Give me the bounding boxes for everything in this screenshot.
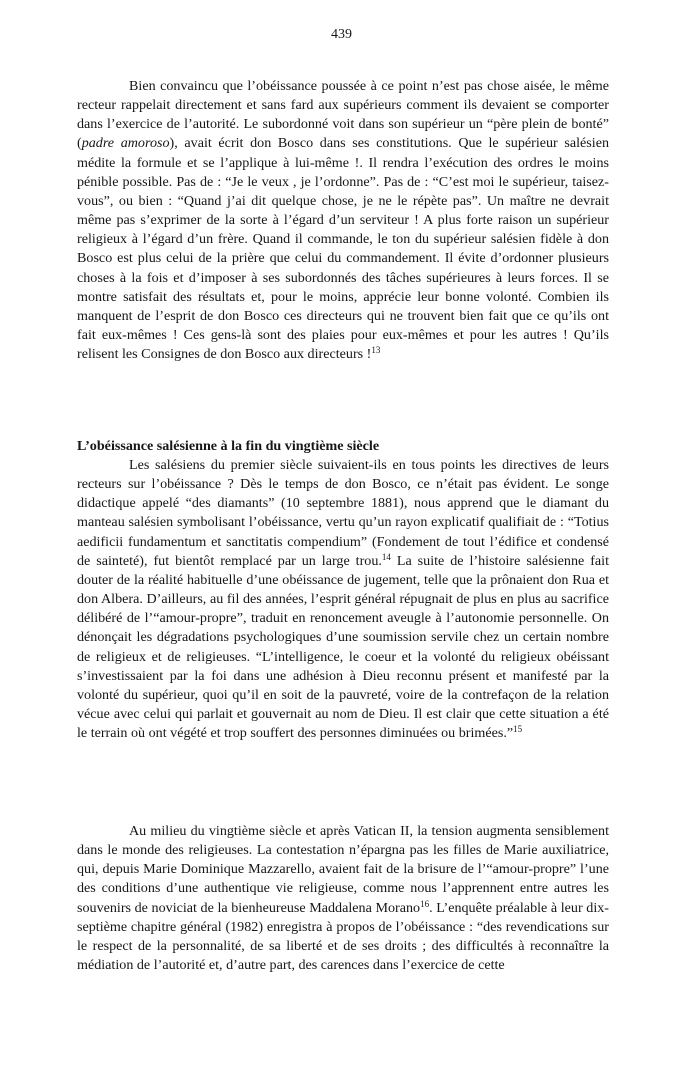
footnote-ref-16: 16: [420, 898, 430, 909]
paragraph-1-text-b: ), avait écrit don Bosco dans ses constitutions. Que le supérieur salésien médite la formule et se l’applique à lui-même !. Il rendra l’exécution des ordres le moins pénible possible. Pas de : “Je le veux , je l’ordonne”. Pas de : “C’est moi le supérieur, taisez-vous”, ou bien : “Quand j’ai dit quelque chose, je ne le répète pas”. Un maître ne devrait même pas s’exprimer de la sorte à l’égard d’un serviteur ! A plus forte raison un supérieur religieux à l’égard d’un frère. Quand il commande, le ton du supérieur salésien fidèle à don Bosco est plus celui de la prière que celui du commandement. Il évite d’ordonner plusieurs choses à la fois et d’imposer à ses subordonnés des tâches supérieures à leurs forces. Il se montre satisfait des résultats et, pour le moins, apprécie leur bonne volonté. Combien ils manquent de l’esprit de don Bosco ces directeurs qui ne trouvent bien fait que ce qu’ils ont fait eux-mêmes ! Ces gens-là sont des plaies pour eux-mêmes et pour les autres ! Qu’ils relisent les Consignes de don Bosco aux directeurs !: [77, 135, 609, 363]
paragraph-3-text-b: . L’enquête préalable à leur dix-septième chapitre général (1982) enregistra à propos de l’obéissance : “des revendications sur le respect de la personnalité, de sa liberté et de ses droits ; des difficultés à reconnaître la médiation de l’autorité et, d’autre part, des carences dans l’exercice de cette: [77, 899, 609, 974]
paragraph-2-text-a: Les salésiens du premier siècle suivaient-ils en tous points les directives de leurs recteurs sur l’obéissance ? Dès le temps de don Bosco, ce n’était pas évident. Le songe didactique appelé “des diamants” (10 septembre 1881), nous apprend que le diamant du manteau salésien symbolisant l’obéissance, vertu qu’un rayon explicatif qualifiait de : “Totius aedificii fundamentum et sanctitatis compendium” (Fondement de tout l’édifice et condensé de sainteté), fut bientôt remplacé par un large trou.: [77, 457, 609, 569]
page-number: 439: [331, 27, 352, 42]
paragraph-1-italic: padre amoroso: [81, 135, 170, 152]
footnote-ref-13: 13: [371, 345, 381, 356]
footnote-ref-15: 15: [513, 724, 523, 735]
paragraph-1-text-a: Bien convaincu que l’obéissance poussée à ce point n’est pas chose aisée, le même recteur rappelait directement et sans fard aux supérieurs comment ils devaient se comporter dans l’exercice de l’autorité. Le subordonné voit dans son supérieur un “père plein de bonté” (: [77, 78, 609, 152]
paragraph-2: [77, 456, 609, 743]
paragraph-1: [77, 77, 609, 364]
footnote-ref-14: 14: [381, 551, 391, 562]
paragraph-2-text-b: La suite de l’histoire salésienne fait douter de la réalité habituelle d’une obéissance de jugement, telle que la prônaient don Rua et don Albera. D’ailleurs, au fil des années, l’esprit général répugnait de plus en plus au sacrifice délibéré de l’“amour-propre”, traduit en renoncement aveugle à l’autonomie personnelle. On dénonçait les dégradations psychologiques d’une soumission servile chez un certain nombre de religieux et de religieuses. “L’intelligence, le coeur et la volonté du religieux obéissant s’investissaient par la foi dans une adhésion à Dieu reconnu présent et manifesté par la volonté du supérieur, quoi qu’il en soit de la pauvreté, voire de la contrefaçon de la relation vécue avec celui qui parlait et gouvernait au nom de Dieu. Il est clair que cette situation a été le terrain où ont végété et trop souffert des personnes diminuées ou brimées.”: [77, 552, 609, 742]
paragraph-3-text-a: Au milieu du vingtième siècle et après Vatican II, la tension augmenta sensiblement dans le monde des religieuses. La contestation n’épargna pas les filles de Marie auxiliatrice, qui, depuis Marie Dominique Mazzarello, avaient fait de la brisure de l’“amour-propre” l’une des conditions d’une authentique vie religieuse, comme nous l’apprennent entre autres les souvenirs de noviciat de la bienheureuse Maddalena Morano: [77, 823, 609, 916]
paragraph-3: [77, 822, 609, 975]
section-heading: L’obéissance salésienne à la fin du vingtième siècle: [77, 438, 380, 454]
